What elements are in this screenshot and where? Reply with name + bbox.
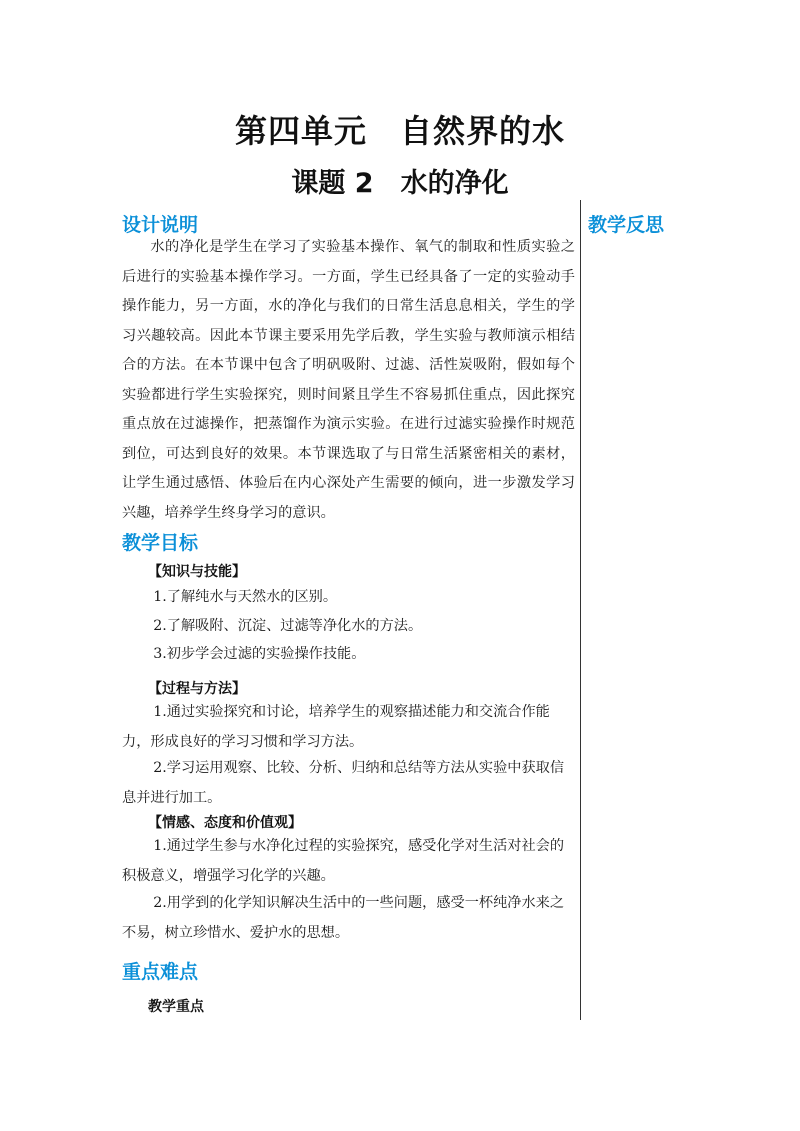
key-focus-heading: 教学重点: [148, 999, 204, 1015]
design-heading: 设计说明: [122, 214, 199, 236]
emotion-item-2: 2.用学到的化学知识解决生活中的一些问题，感受一杯纯净水来之不易，树立珍惜水、爱护水的思想。: [122, 895, 565, 941]
knowledge-item-3: 3.初步学会过滤的实验操作技能。: [153, 646, 366, 662]
reflection-heading: 教学反思: [588, 214, 665, 236]
process-item-2: 2.学习运用观察、比较、分析、归纳和总结等方法从实验中获取信息并进行加工。: [122, 760, 565, 806]
knowledge-item-2: 2.了解吸附、沉淀、过滤等净化水的方法。: [153, 618, 423, 634]
objectives-heading: 教学目标: [122, 532, 199, 554]
knowledge-item-1: 1.了解纯水与天然水的区别。: [153, 589, 338, 605]
column-divider: [580, 200, 581, 1020]
unit-title: 第四单元 自然界的水: [234, 112, 565, 150]
lesson-title: 课题 2 水的净化: [291, 168, 509, 199]
emotion-heading: 【情感、态度和价值观】: [148, 815, 302, 831]
process-heading: 【过程与方法】: [148, 681, 246, 697]
process-item-1: 1.通过实验探究和讨论，培养学生的观察描述能力和交流合作能力，形成良好的学习习惯和学习方法。: [122, 704, 550, 750]
key-points-heading: 重点难点: [122, 961, 199, 983]
design-paragraph: 水的净化是学生在学习了实验基本操作、氧气的制取和性质实验之后进行的实验基本操作学习。一方面，学生已经具备了一定的实验动手操作能力，另一方面，水的净化与我们的日常生活息息相关，学生的学习兴趣较高。因此本节课主要采用先学后教，学生实验与教师演示相结合的方法。在本节课中包含了明矾吸附、过滤、活性炭吸附，假如每个实验都进行学生实验探究，则时间紧且学生不容易抓住重点，因此探究重点放在过滤操作，把蒸馏作为演示实验。在进行过滤实验操作时规范到位，可达到良好的效果。本节课选取了与日常生活紧密相关的素材，让学生通过感悟、体验后在内心深处产生需要的倾向，进一步激发学习兴趣，培养学生终身学习的意识。: [122, 239, 575, 521]
emotion-item-1: 1.通过学生参与水净化过程的实验探究，感受化学对生活对社会的积极意义，增强学习化学的兴趣。: [122, 838, 565, 884]
knowledge-heading: 【知识与技能】: [148, 564, 246, 580]
